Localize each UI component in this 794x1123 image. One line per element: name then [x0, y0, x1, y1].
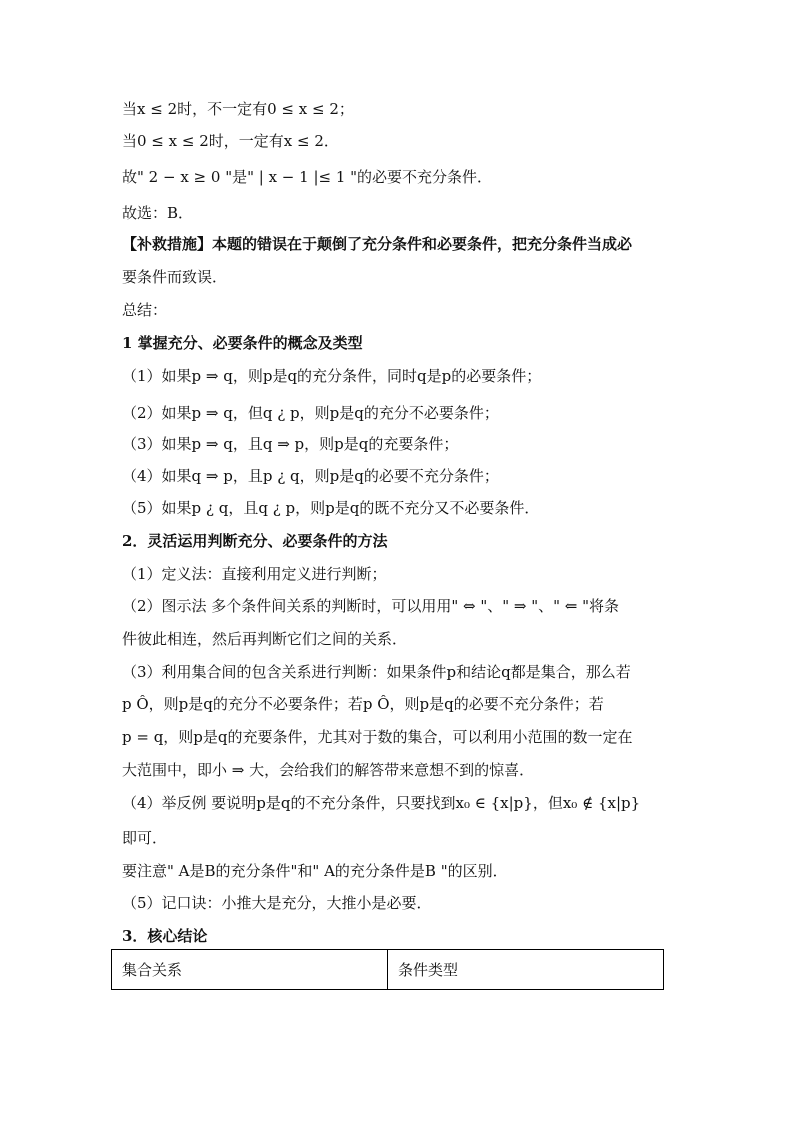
method-3-line-2: p Ô，则p是q的充分不必要条件；若p Ô，则p是q的必要不充分条件；若: [122, 695, 604, 713]
section-1-heading: 1 掌握充分、必要条件的概念及类型: [122, 334, 363, 352]
list-item-4: （4）如果q ⇒ p，且p ¿ q，则p是q的必要不充分条件；: [122, 467, 499, 485]
text-line-3: 故" 2 − x ≥ 0 "是" | x − 1 |≤ 1 "的必要不充分条件．: [122, 168, 493, 186]
method-2-line-2: 件彼此相连，然后再判断它们之间的关系．: [122, 630, 408, 648]
summary-heading: 总结：: [122, 301, 168, 319]
method-2-line-1: （2）图示法 多个条件间关系的判断时，可以用用" ⇔ "、" ⇒ "、" ⇐ "将条: [122, 597, 620, 615]
list-item-1: （1）如果p ⇒ q，则p是q的充分条件，同时q是p的必要条件；: [122, 367, 542, 385]
text-line-4: 故选：B．: [122, 204, 194, 222]
text-line-2: 当0 ≤ x ≤ 2时，一定有x ≤ 2．: [122, 132, 339, 150]
method-4-line-1: （4）举反例 要说明p是q的不充分条件，只要找到x₀ ∈ {x|p}，但x₀ ∉ {x|p}: [122, 794, 641, 812]
table-header-set-relation: 集合关系: [122, 961, 183, 979]
section-3-heading: 3．核心结论: [122, 927, 208, 945]
method-3-line-3: p = q，则p是q的充要条件，尤其对于数的集合，可以利用小范围的数一定在: [122, 728, 633, 746]
text-line-1: 当x ≤ 2时，不一定有0 ≤ x ≤ 2；: [122, 100, 354, 118]
section-2-heading: 2．灵活运用判断充分、必要条件的方法: [122, 532, 388, 550]
note-line: 要注意" A是B的充分条件"和" A的充分条件是B "的区别．: [122, 862, 508, 880]
table-header-condition-type: 条件类型: [387, 950, 663, 989]
remedy-paragraph-line-1: 【补救措施】本题的错误在于颠倒了充分条件和必要条件，把充分条件当成必: [122, 235, 633, 253]
list-item-2: （2）如果p ⇒ q，但q ¿ p，则p是q的充分不必要条件；: [122, 404, 499, 422]
method-1: （1）定义法：直接利用定义进行判断；: [122, 565, 387, 583]
method-3-line-4: 大范围中，即小 ⇒ 大，会给我们的解答带来意想不到的惊喜．: [122, 761, 535, 779]
list-item-3: （3）如果p ⇒ q，且q ⇒ p，则p是q的充要条件；: [122, 435, 459, 453]
remedy-paragraph-line-2: 要条件而致误．: [122, 268, 228, 286]
method-3-line-1: （3）利用集合间的包含关系进行判断：如果条件p和结论q都是集合，那么若: [122, 663, 631, 681]
method-4-line-2: 即可．: [122, 829, 168, 847]
core-conclusion-table: [111, 949, 664, 990]
method-5: （5）记口诀：小推大是充分，大推小是必要．: [122, 894, 432, 912]
list-item-5: （5）如果p ¿ q，且q ¿ p，则p是q的既不充分又不必要条件．: [122, 499, 540, 517]
